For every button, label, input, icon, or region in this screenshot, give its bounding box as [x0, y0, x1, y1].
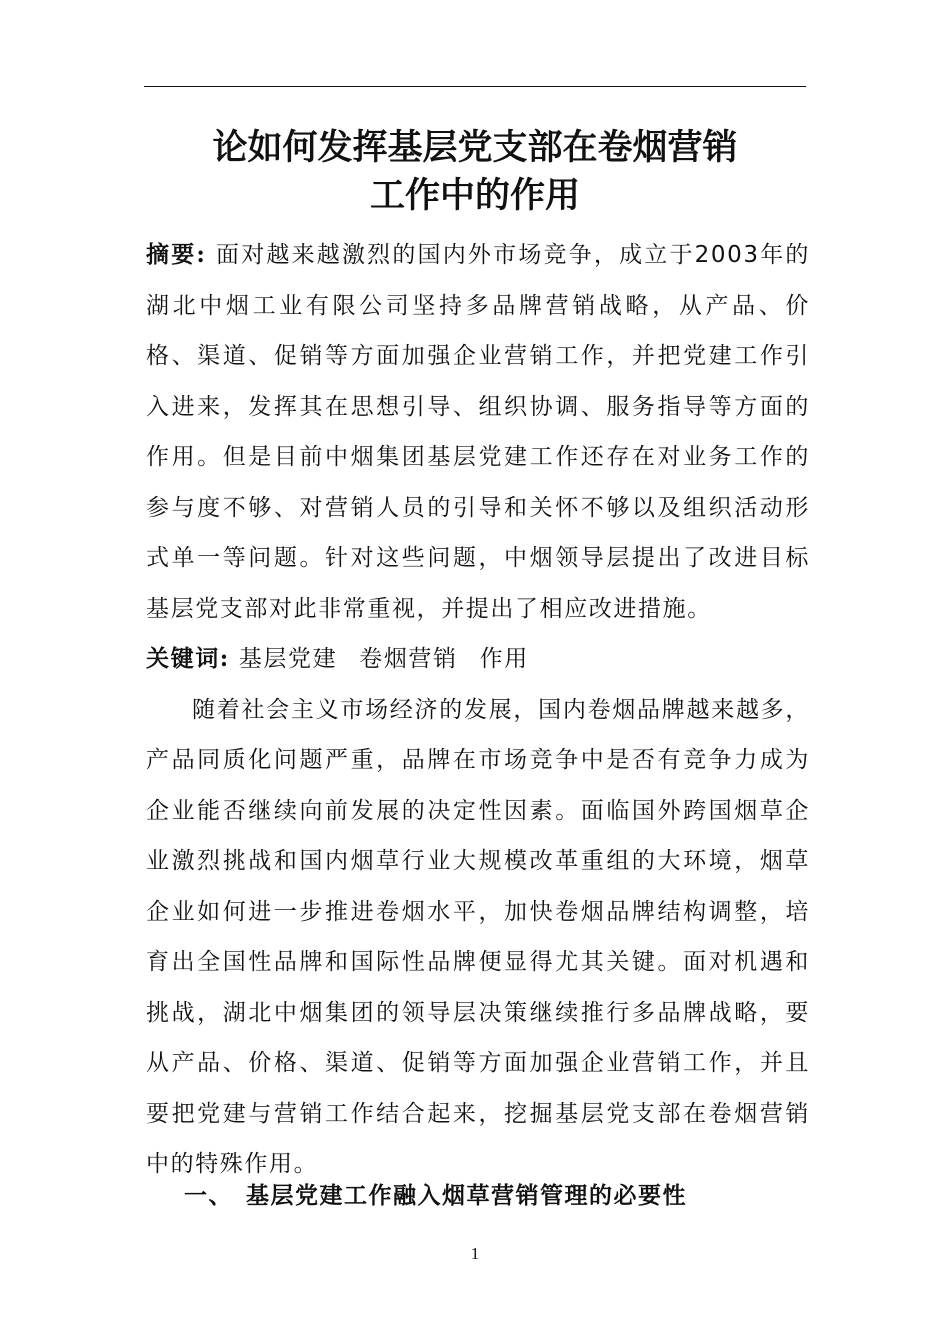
- intro-paragraph: 随着社会主义市场经济的发展，国内卷烟品牌越来越多，产品同质化问题严重，品牌在市场竞争中是否有竞争力成为企业能否继续向前发展的决定性因素。面临国外跨国烟草企业激烈挑战和国内烟草行业大规模改革重组的大环境，烟草企业如何进一步推进卷烟水平，加快卷烟品牌结构调整，培育出全国性品牌和国际性品牌便显得尤其关键。面对机遇和挑战，湖北中烟集团的领导层决策继续推行多品牌战略，要从产品、价格、渠道、促销等方面加强企业营销工作，并且要把党建与营销工作结合起来，挖掘基层党支部在卷烟营销中的特殊作用。: [146, 696, 810, 1177]
- abstract-label: 摘要:: [146, 241, 207, 268]
- title-line-1: 论如何发挥基层党支部在卷烟营销: [212, 127, 738, 168]
- keyword-item: 作用: [479, 646, 529, 672]
- abstract-paragraph: [146, 230, 810, 634]
- abstract-text: 面对越来越激烈的国内外市场竞争，成立于2003年的湖北中烟工业有限公司坚持多品牌营销战略，从产品、价格、渠道、促销等方面加强企业营销工作，并把党建工作引入进来，发挥其在思想引导、组织协调、服务指导等方面的作用。但是目前中烟集团基层党建工作还存在对业务工作的参与度不够、对营销人员的引导和关怀不够以及组织活动形式单一等问题。针对这些问题，中烟领导层提出了改进目标基层党支部对此非常重视，并提出了相应改进措施。: [146, 242, 810, 622]
- keyword-item: 基层党建: [238, 646, 338, 672]
- header-rule: [144, 86, 806, 87]
- title-line-2: 工作中的作用: [369, 175, 580, 216]
- section-title: 基层党建工作融入烟草营销管理的必要性: [246, 1182, 687, 1209]
- page-number: 1: [470, 1244, 480, 1263]
- section-heading: [184, 1176, 687, 1216]
- body-text: [146, 230, 810, 1190]
- section-number: 一、: [184, 1182, 233, 1209]
- keyword-item: 卷烟营销: [359, 646, 458, 672]
- keywords-paragraph: [146, 634, 810, 685]
- keywords-label: 关键词:: [146, 645, 230, 672]
